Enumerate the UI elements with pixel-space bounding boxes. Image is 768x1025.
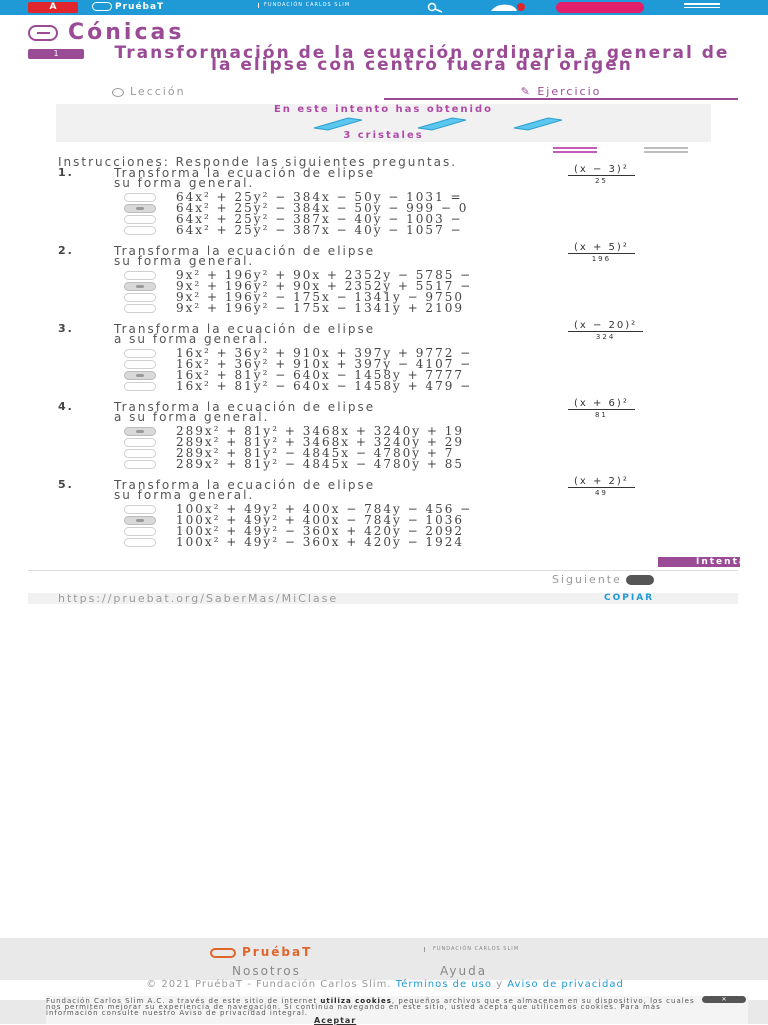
question-text (114, 476, 740, 502)
back-arrow-icon[interactable] (28, 25, 58, 41)
footer-link-help[interactable]: Ayuda (440, 964, 488, 978)
divider (28, 570, 738, 571)
instructions-text: Instrucciones: Responde las siguientes preguntas. (58, 155, 458, 169)
fraction-numerator: (x + 5)² (568, 244, 635, 254)
option-equation: 64x² + 25y² − 384x − 50y − 1031 = (176, 190, 463, 204)
option-equation: 100x² + 49y² + 400x − 784y − 456 − (176, 502, 473, 516)
footer-brand-logo[interactable]: PruébaT (210, 945, 312, 959)
question-line: su forma general. (114, 488, 255, 502)
fraction-numerator: (x − 20)² (568, 322, 643, 332)
question-line: Transforma la ecuación de elipse (114, 400, 376, 414)
fraction-numerator: (x − 3)² (568, 166, 635, 176)
footer-nav (0, 964, 768, 980)
pencil-icon: ✎ (520, 85, 538, 98)
fraction-denominator: 81 (594, 411, 608, 419)
option-equation: 16x² + 81y² − 640x − 1458y + 7777 (176, 368, 464, 382)
option-radio[interactable] (124, 382, 156, 391)
option-radio[interactable] (124, 371, 156, 380)
option-radio[interactable] (124, 271, 156, 280)
equation-fraction (568, 166, 635, 185)
question-text (114, 398, 740, 424)
arrow-right-icon (626, 575, 654, 585)
question-line: Transforma la ecuación de elipse (114, 478, 376, 492)
top-navbar (0, 0, 768, 15)
share-url[interactable]: https://pruebat.org/SaberMas/MiClase (58, 592, 339, 605)
question-line: Transforma la ecuación de elipse (114, 322, 376, 336)
section-title: Cónicas (28, 22, 184, 44)
option-radio[interactable] (124, 215, 156, 224)
question-block (58, 242, 740, 316)
question-text (114, 320, 740, 346)
close-cookie-icon[interactable]: ✕ (702, 996, 746, 1003)
option-radio[interactable] (124, 204, 156, 213)
question-number: 5. (58, 478, 74, 491)
option-equation: 289x² + 81y² + 3468x + 3240y + 19 (176, 424, 464, 438)
option-equation: 9x² + 196y² + 90x + 2352y − 5785 − (176, 268, 473, 282)
option-radio[interactable] (124, 438, 156, 447)
crystal-icon (508, 116, 566, 131)
question-block (58, 398, 740, 472)
fraction-denominator: 49 (594, 489, 608, 497)
crystal-icon (412, 116, 470, 131)
option-equation: 100x² + 49y² − 360x + 420y − 2092 (176, 524, 464, 538)
copy-button[interactable]: COPIAR (604, 593, 655, 603)
answer-option[interactable] (124, 381, 740, 392)
option-equation: 9x² + 196y² − 175x − 1341y − 9750 (176, 290, 464, 304)
option-equation: 64x² + 25y² − 387x − 40y − 1003 − (176, 212, 463, 226)
answer-options (124, 192, 740, 236)
equation-fraction (568, 478, 635, 497)
question-line: Transforma la ecuación de elipse (114, 166, 376, 180)
option-equation: 289x² + 81y² − 4845x − 4780y + 85 (176, 457, 464, 471)
option-radio[interactable] (124, 516, 156, 525)
answer-options (124, 348, 740, 392)
option-radio[interactable] (124, 304, 156, 313)
accept-cookies-button[interactable]: Aceptar (314, 1016, 357, 1025)
question-number: 2. (58, 244, 74, 257)
answer-options (124, 504, 740, 548)
crystal-icon (308, 116, 366, 131)
option-equation: 64x² + 25y² − 387x − 40y − 1057 − (176, 223, 463, 237)
fraction-numerator: (x + 6)² (568, 400, 635, 410)
option-radio[interactable] (124, 360, 156, 369)
option-radio[interactable] (124, 505, 156, 514)
option-equation: 9x² + 196y² + 90x + 2352y + 5517 − (176, 279, 473, 293)
option-radio[interactable] (124, 538, 156, 547)
next-button[interactable]: Siguiente (552, 574, 654, 585)
lesson-number-badge: 1 (28, 49, 84, 59)
question-line: su forma general. (114, 254, 255, 268)
search-icon[interactable] (424, 2, 446, 13)
question-text (114, 242, 740, 268)
option-radio[interactable] (124, 527, 156, 536)
option-radio[interactable] (124, 193, 156, 202)
option-radio[interactable] (124, 427, 156, 436)
retry-button[interactable]: Intentar (658, 557, 740, 567)
option-radio[interactable] (124, 449, 156, 458)
tab-exercise[interactable]: ✎ Ejercicio (384, 86, 738, 100)
answer-option[interactable] (124, 225, 740, 236)
answer-options (124, 270, 740, 314)
privacy-link[interactable]: Aviso de privacidad (507, 979, 624, 990)
brand-mark-icon (92, 2, 112, 11)
question-block (58, 476, 740, 550)
brand-logo[interactable] (92, 1, 164, 14)
option-radio[interactable] (124, 349, 156, 358)
question-line: a su forma general. (114, 410, 270, 424)
option-equation: 16x² + 36y² + 910x + 397y − 4107 − (176, 357, 473, 371)
brand-mark-icon (210, 948, 236, 958)
brand-name: PruébaT (115, 2, 165, 12)
answer-option[interactable] (124, 459, 740, 470)
user-avatar[interactable] (556, 2, 644, 13)
copyright-bar: © 2021 PruébaT - Fundación Carlos Slim. Términos de uso y Aviso de privacidad (0, 980, 768, 1000)
question-line: su forma general. (114, 176, 255, 190)
terms-link[interactable]: Términos de uso (395, 979, 492, 990)
view-grid-toggle[interactable] (644, 147, 688, 155)
option-radio[interactable] (124, 293, 156, 302)
equation-fraction (568, 400, 635, 419)
hamburger-menu-icon[interactable] (684, 3, 720, 12)
fraction-denominator: 196 (591, 255, 612, 263)
partner-logo: FUNDACIÓN CARLOS SLIM (258, 3, 350, 8)
answer-option[interactable] (124, 537, 740, 548)
fraction-denominator: 25 (594, 177, 608, 185)
question-block (58, 320, 740, 394)
option-equation: 9x² + 196y² − 175x − 1341y + 2109 (176, 301, 464, 315)
footer-link-about[interactable]: Nosotros (232, 964, 301, 978)
question-number: 1. (58, 166, 74, 179)
home-button[interactable]: A (28, 2, 78, 13)
option-equation: 64x² + 25y² − 384x − 50y − 999 − 0 (176, 201, 469, 215)
cookie-text: Fundación Carlos Slim A.C. a través de este sitio de internet utiliza cookies, pequeños archivos que se almacenan en su dispositivo, los cuales nos permiten mejorar su experiencia de navegación. Si continúa navegando en este sitio, usted acepta que utilicemos cookies. Para más información consulte nuestro Aviso de privacidad integral. (46, 997, 695, 1017)
question-text (114, 164, 740, 190)
question-line: a su forma general. (114, 332, 270, 346)
fraction-numerator: (x + 2)² (568, 478, 635, 488)
copyright-text: © 2021 PruébaT - Fundación Carlos Slim. (146, 979, 396, 990)
result-message: En este intento has obtenido (273, 104, 494, 115)
option-equation: 289x² + 81y² + 3468x + 3240y + 29 (176, 435, 464, 449)
question-number: 3. (58, 322, 74, 335)
option-equation: 100x² + 49y² + 400x − 784y − 1036 (176, 513, 464, 527)
option-radio[interactable] (124, 226, 156, 235)
view-list-toggle[interactable] (553, 147, 597, 155)
question-block (58, 164, 740, 238)
lesson-tabs (92, 86, 738, 100)
option-equation: 289x² + 81y² − 4845x − 4780y + 7 (176, 446, 455, 460)
option-radio[interactable] (124, 282, 156, 291)
crystals-count: 3 cristales (343, 130, 424, 141)
option-radio[interactable] (124, 460, 156, 469)
question-number: 4. (58, 400, 74, 413)
fraction-denominator: 324 (595, 333, 616, 341)
option-equation: 100x² + 49y² − 360x + 420y − 1924 (176, 535, 464, 549)
equation-fraction (568, 322, 643, 341)
notifications-icon[interactable] (487, 2, 531, 13)
share-url-bar (28, 593, 738, 604)
answer-options (124, 426, 740, 470)
cookie-banner (46, 996, 748, 1024)
option-equation: 16x² + 81y² − 640x − 1458y + 479 − (176, 379, 473, 393)
eye-icon (112, 88, 124, 97)
question-line: Transforma la ecuación de elipse (114, 244, 376, 258)
lesson-title: Transformación de la ecuación ordinaria a general de la elipse con centro fuera del origen (114, 43, 730, 75)
result-summary (56, 104, 711, 142)
tab-lesson[interactable]: Lección (112, 86, 186, 100)
footer-partner-logo: FUNDACIÓN CARLOS SLIM (424, 947, 519, 952)
option-equation: 16x² + 36y² + 910x + 397y + 9772 − (176, 346, 473, 360)
answer-option[interactable] (124, 303, 740, 314)
equation-fraction (568, 244, 635, 263)
